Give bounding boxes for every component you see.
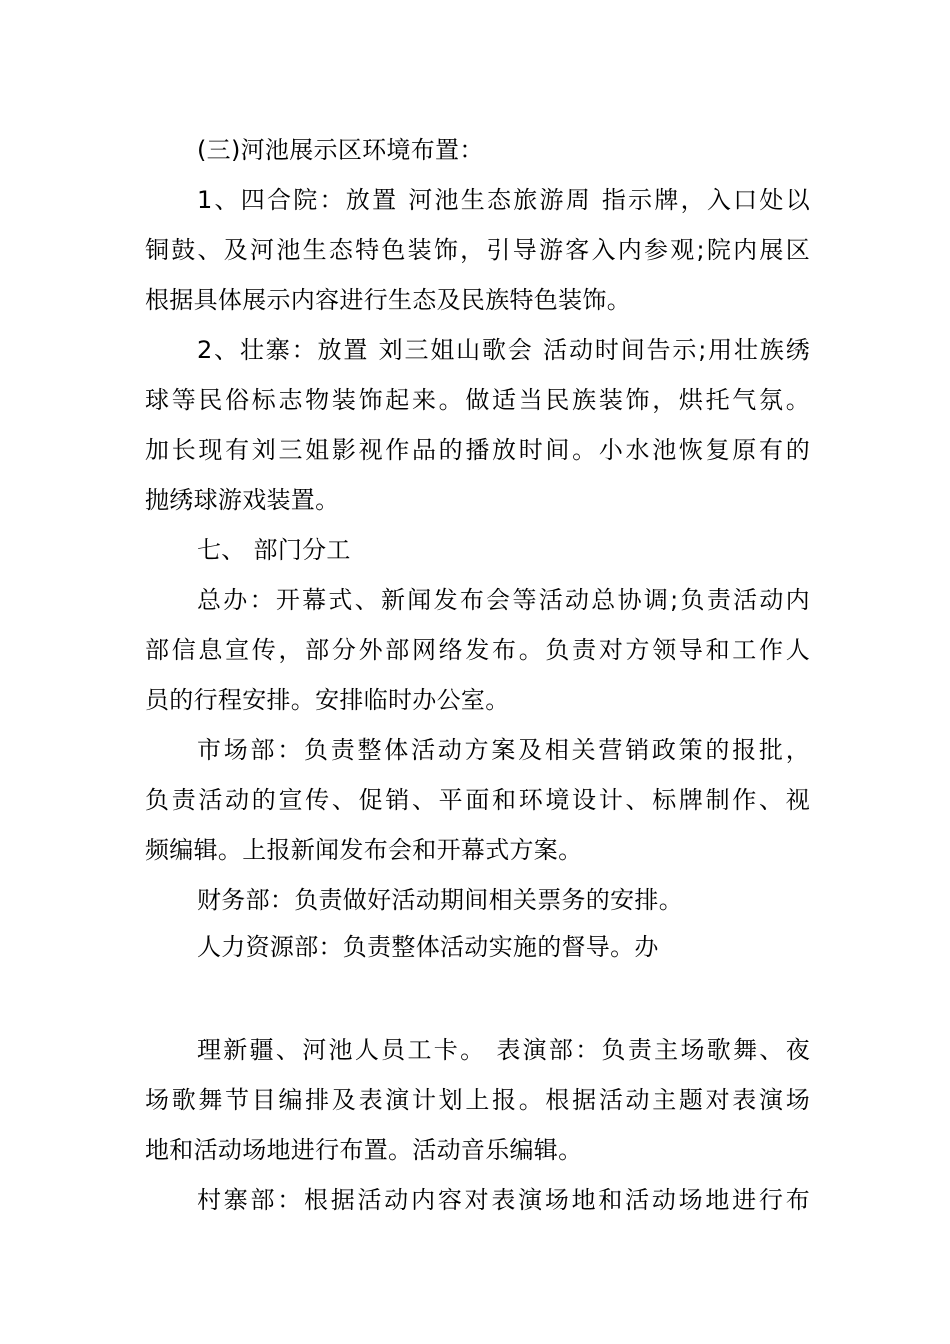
paragraph-line: 地和活动场地进行布置。活动音乐编辑。 <box>145 1136 583 1164</box>
paragraph-line: 抛绣球游戏装置。 <box>145 486 340 514</box>
paragraph-line: 根据具体展示内容进行生态及民族特色装饰。 <box>145 286 631 314</box>
paragraph-line: 总办：开幕式、新闻发布会等活动总协调;负责活动内 <box>197 586 810 614</box>
paragraph-line: 1、四合院：放置 河池生态旅游周 指示牌，入口处以 <box>197 186 810 214</box>
section-heading-exhibition-area: (三)河池展示区环境布置： <box>197 136 484 164</box>
paragraph-line: 场歌舞节目编排及表演计划上报。根据活动主题对表演场 <box>145 1086 810 1114</box>
paragraph-line: 理新疆、河池人员工卡。 表演部：负责主场歌舞、夜 <box>197 1036 810 1064</box>
paragraph-line: 部信息宣传，部分外部网络发布。负责对方领导和工作人 <box>145 636 810 664</box>
paragraph-line: 市场部：负责整体活动方案及相关营销政策的报批， <box>197 736 810 764</box>
paragraph-line: 财务部：负责做好活动期间相关票务的安排。 <box>197 886 683 914</box>
section-heading-department-division: 七、 部门分工 <box>197 536 351 564</box>
paragraph-line: 加长现有刘三姐影视作品的播放时间。小水池恢复原有的 <box>145 436 810 464</box>
paragraph-line: 频编辑。上报新闻发布会和开幕式方案。 <box>145 836 583 864</box>
paragraph-line: 员的行程安排。安排临时办公室。 <box>145 686 510 714</box>
paragraph-line: 2、壮寨：放置 刘三姐山歌会 活动时间告示;用壮族绣 <box>197 336 810 364</box>
paragraph-line: 铜鼓、及河池生态特色装饰，引导游客入内参观;院内展区 <box>145 236 810 264</box>
paragraph-line: 球等民俗标志物装饰起来。做适当民族装饰，烘托气氛。 <box>145 386 810 414</box>
paragraph-line: 负责活动的宣传、促销、平面和环境设计、标牌制作、视 <box>145 786 810 814</box>
paragraph-line: 人力资源部：负责整体活动实施的督导。办 <box>197 933 659 961</box>
paragraph-line: 村寨部：根据活动内容对表演场地和活动场地进行布 <box>197 1186 810 1214</box>
